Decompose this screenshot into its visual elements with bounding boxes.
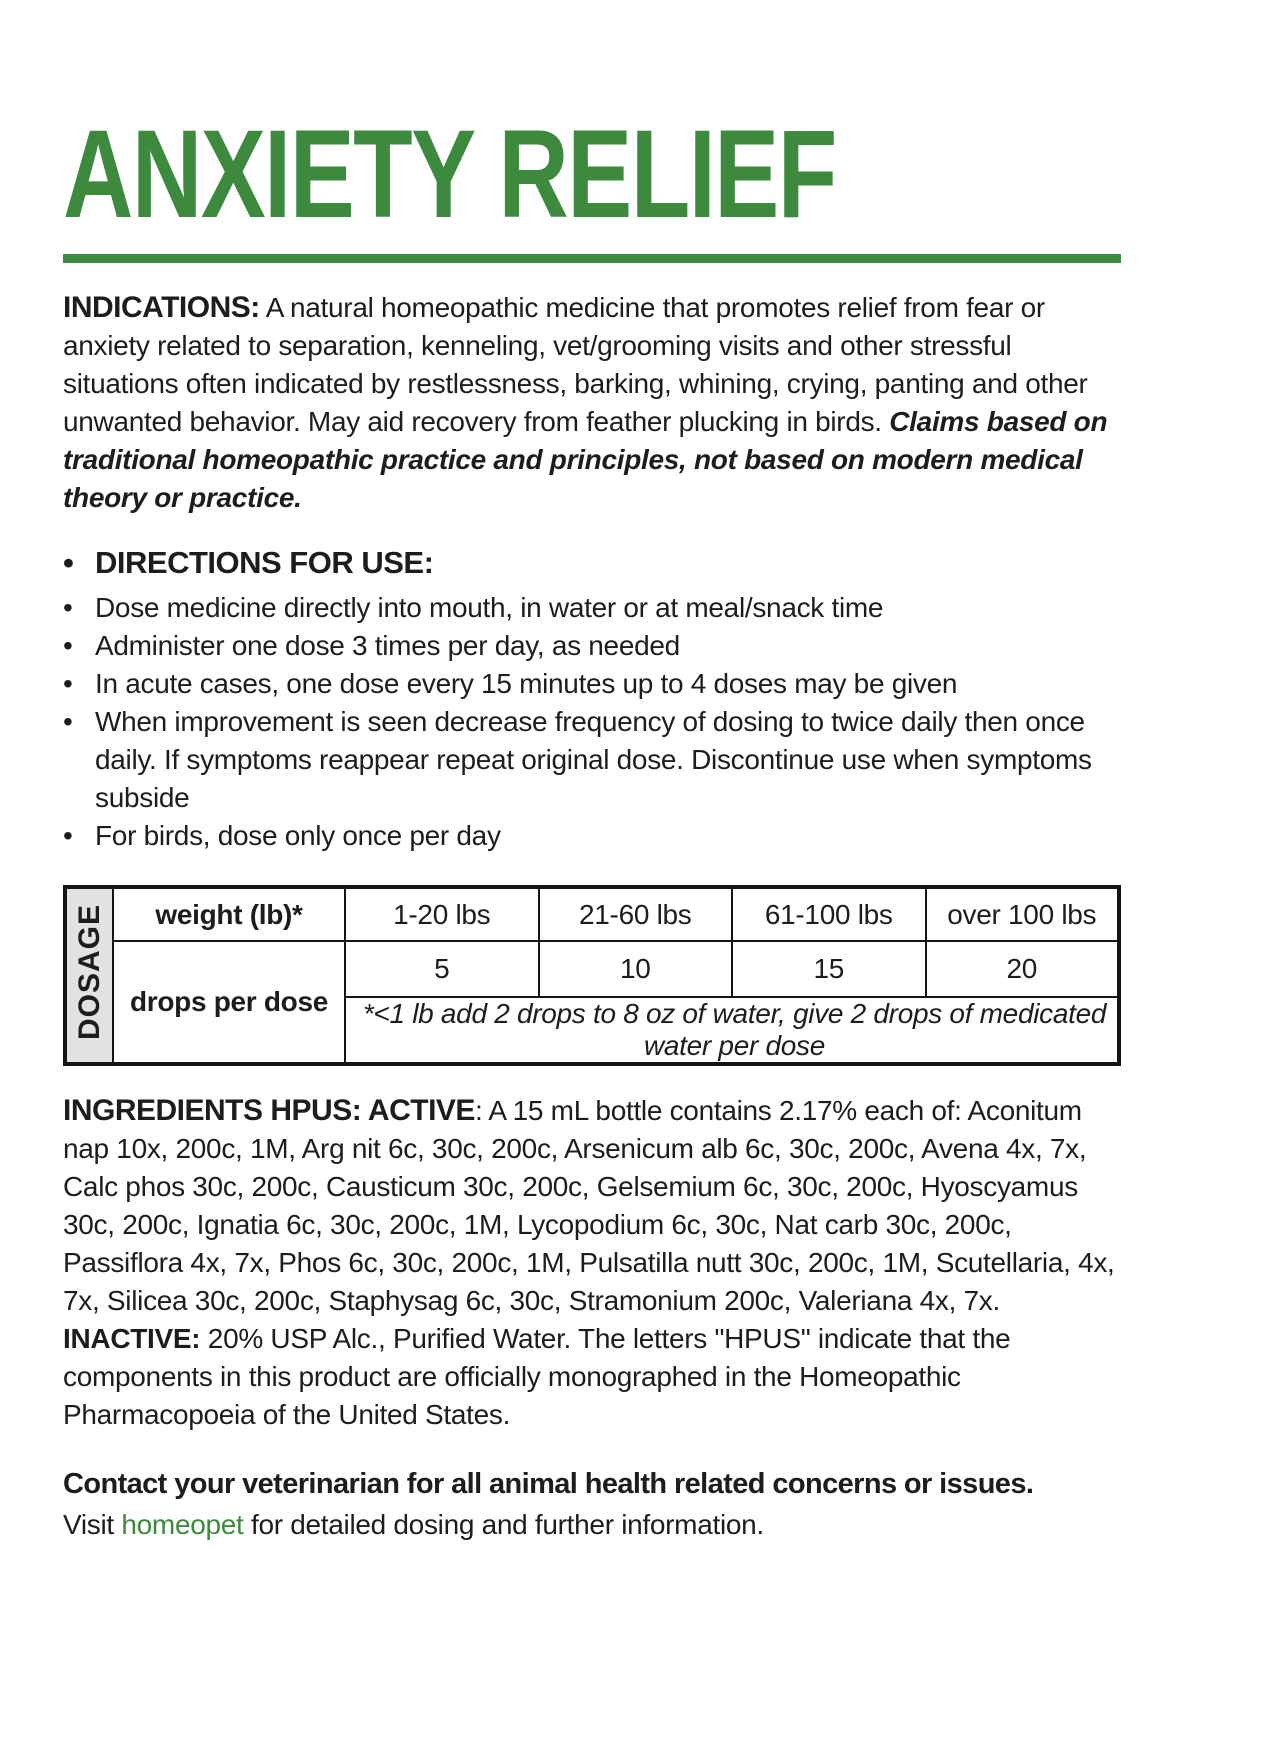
dosage-weight-row: [65, 887, 1119, 941]
dosage-drops-row: [65, 941, 1119, 997]
dosage-table: [63, 885, 1121, 1066]
indications-paragraph: [63, 289, 1121, 517]
direction-item: • When improvement is seen decrease frequency of dosing to twice daily then once daily. If symptoms reappear repeat original dose. Discontinue use when symptoms subside: [63, 703, 1121, 817]
indications-text: A natural homeopathic medicine that promotes relief from fear or anxiety related to separation, kenneling, vet/grooming visits and other stressful situations often indicated by restlessness, barking, whining, crying, panting and other unwanted behavior. May aid recovery from feather plucking in birds.: [63, 292, 1088, 437]
directions-heading-text: DIRECTIONS FOR USE:: [95, 545, 434, 580]
drops-row-label: drops per dose: [113, 941, 345, 1064]
page-title-text: ANXIETY RELIEF: [63, 105, 836, 244]
dosage-side-cell: [65, 887, 113, 1064]
contact-veterinarian-line: [63, 1464, 1121, 1504]
direction-item: • Administer one dose 3 times per day, as needed: [63, 627, 1121, 665]
dosage-side-label: DOSAGE: [72, 903, 106, 1041]
direction-item: • For birds, dose only once per day: [63, 817, 1121, 855]
product-label: [63, 0, 1121, 1546]
ingredients-active-list: Aconitum nap 10x, 200c, 1M, Arg nit 6c, 30c, 200c, Arsenicum alb 6c, 30c, 200c, Avena 4x, 7x, Calc phos 30c, 200c, Causticum 30c, 200c, Gelsemium 6c, 30c, 200c, Hyoscyamus 30c, 200c, Ignatia 6c, 30c, 200c, 1M, Lycopodium 6c, 30c, Nat carb 30c, 200c, Passiflora 4x, 7x, Phos 6c, 30c, 200c, 1M, Pulsatilla nutt 30c, 200c, 1M, Scutellaria, 4x, 7x, Silicea 30c, 200c, Staphysag 6c, 30c, Stramonium 200c, Valeriana 4x, 7x.: [63, 1095, 1115, 1316]
homeopet-link[interactable]: homeopet: [121, 1509, 244, 1540]
contact-veterinarian-text: Contact your veterinarian for all animal health related concerns or issues.: [63, 1468, 1034, 1500]
weight-range-cell: over 100 lbs: [926, 887, 1120, 941]
dosage-footnote: *<1 lb add 2 drops to 8 oz of water, give 2 drops of medicated water per dose: [345, 997, 1119, 1064]
weight-range-cell: 61-100 lbs: [732, 887, 926, 941]
directions-list: [63, 589, 1121, 855]
ingredients-label: INGREDIENTS HPUS: ACTIVE: [63, 1094, 475, 1127]
drops-value-cell: 15: [732, 941, 926, 997]
title-underline: [63, 254, 1121, 263]
weight-range-cell: 21-60 lbs: [539, 887, 733, 941]
drops-value-cell: 20: [926, 941, 1120, 997]
visit-prefix: Visit: [63, 1509, 122, 1540]
page-title: [63, 105, 1121, 244]
inactive-text: 20% USP Alc., Purified Water. The letters "HPUS" indicate that the components in this product are officially monographed in the Homeopathic Pharmacopoeia of the United States.: [63, 1323, 1011, 1430]
indications-label: INDICATIONS:: [63, 291, 260, 324]
drops-value-cell: 5: [345, 941, 539, 997]
weight-row-label: weight (lb)*: [113, 887, 345, 941]
visit-suffix: for detailed dosing and further information.: [243, 1509, 764, 1540]
weight-range-cell: 1-20 lbs: [345, 887, 539, 941]
ingredients-intro: : A 15 mL bottle contains 2.17% each of:: [474, 1095, 968, 1126]
direction-item: • In acute cases, one dose every 15 minutes up to 4 doses may be given: [63, 665, 1121, 703]
inactive-label: INACTIVE:: [63, 1323, 201, 1354]
indications-claims-disclaimer: Claims based on traditional homeopathic practice and principles, not based on modern medical theory or practice.: [63, 406, 1108, 513]
visit-line: [63, 1504, 1121, 1546]
ingredients-paragraph: [63, 1092, 1121, 1434]
directions-heading: [63, 543, 1121, 583]
direction-item: • Dose medicine directly into mouth, in water or at meal/snack time: [63, 589, 1121, 627]
drops-value-cell: 10: [539, 941, 733, 997]
